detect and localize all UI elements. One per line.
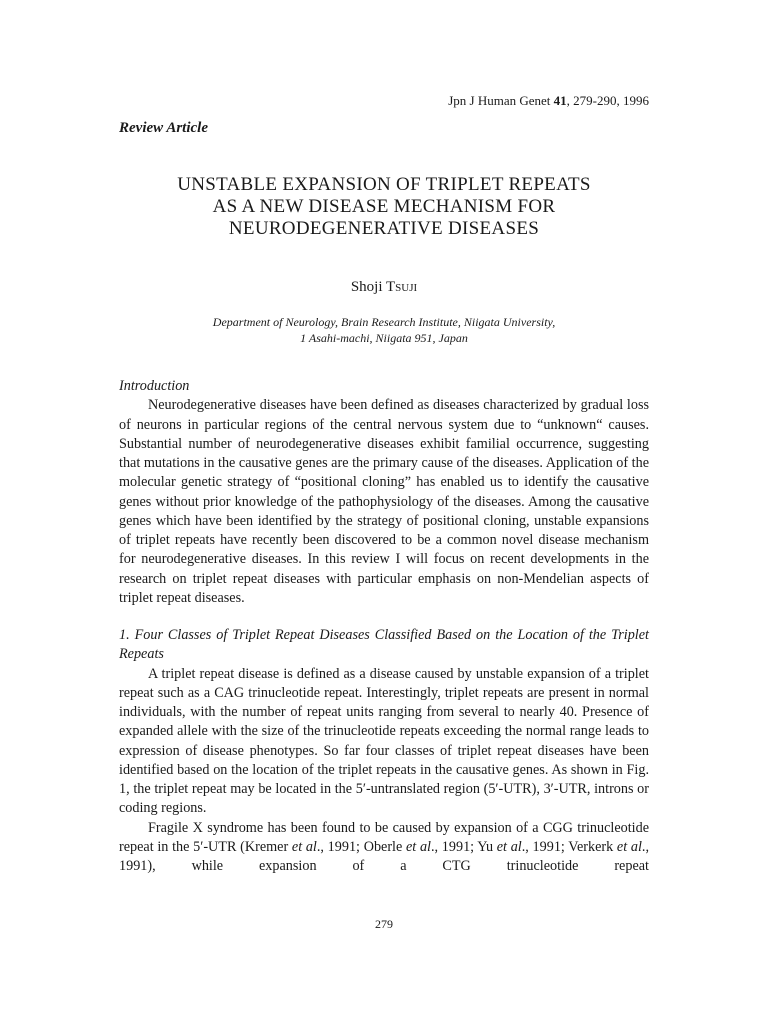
title-line: NEURODEGENERATIVE DISEASES (228, 218, 540, 239)
author-first-name: Shoji (350, 279, 386, 295)
article-title (0, 174, 768, 240)
page-number: 279 (375, 917, 393, 931)
section-1-heading: 1. Four Classes of Triplet Repeat Diseases Classified Based on the Location of the Triplet Repeats (119, 627, 649, 663)
citation-pages: , 279-290, 1996 (566, 93, 649, 108)
author-name (0, 279, 768, 296)
journal-citation (448, 93, 649, 109)
affiliation-line: Department of Neurology, Brain Research Institute, Niigata University, (212, 315, 556, 329)
section-1-paragraph-1: A triplet repeat disease is defined as a disease caused by unstable expansion of a triplet repeat such as a CAG trinucleotide repeat. Interestingly, triplet repeats are present in normal individuals, with the number of repeat units ranging from several to nearly 40. Presence of expanded allele with the size of the trinucleotide repeats exceeding the normal range leads to expression of disease phenotypes. So far four classes of triplet repeat diseases have been identified based on the location of the triplet repeats in the causative genes. As shown in Fig. 1, the triplet repeat may be located in the 5′-untranslated region (5′-UTR), 3′-UTR, introns or coding regions. (119, 665, 649, 817)
citation-journal: Jpn J Human Genet (448, 93, 554, 108)
article-type: Review Article (119, 120, 209, 136)
introduction-paragraph: Neurodegenerative diseases have been defined as diseases characterized by gradual loss of neurons in particular regions of the central nervous system due to “unknown“ causes. Substantial number of neurodegenerative diseases exhibit familial occurrence, suggesting that mutations in the causative genes are the primary cause of the diseases. Application of the molecular genetic strategy of “positional cloning” has enabled us to identify the causative genes without prior knowledge of the pathophysiology of the diseases. Among the causative genes which have been identified by the strategy of positional cloning, unstable expansions of triplet repeats have recently been discovered to be a common novel disease mechanism for neurodegenerative diseases. In this review I will focus on recent developments in the research on triplet repeat diseases with particular emphasis on non-Mendelian aspects of triplet repeat diseases. (119, 397, 649, 606)
citation-volume: 41 (553, 93, 567, 108)
introduction-heading: Introduction (119, 378, 190, 394)
author-last-initial: T (385, 279, 396, 295)
section-1-paragraph-2: Fragile X syndrome has been found to be caused by expansion of a CGG trinucleotide repeat in the 5′-UTR (Kremer et al., 1991; Oberle et al., 1991; Yu et al., 1991; Verkerk et al., 1991), while expansion of a CTG trinucleotide repeat (119, 819, 649, 874)
article-body (119, 377, 649, 876)
affiliation (0, 314, 768, 346)
author-last-rest: SUJI (395, 282, 418, 294)
title-line: UNSTABLE EXPANSION OF TRIPLET REPEATS (177, 174, 591, 195)
title-line: AS A NEW DISEASE MECHANISM FOR (212, 196, 556, 217)
affiliation-line: 1 Asahi-machi, Niigata 951, Japan (300, 331, 468, 345)
